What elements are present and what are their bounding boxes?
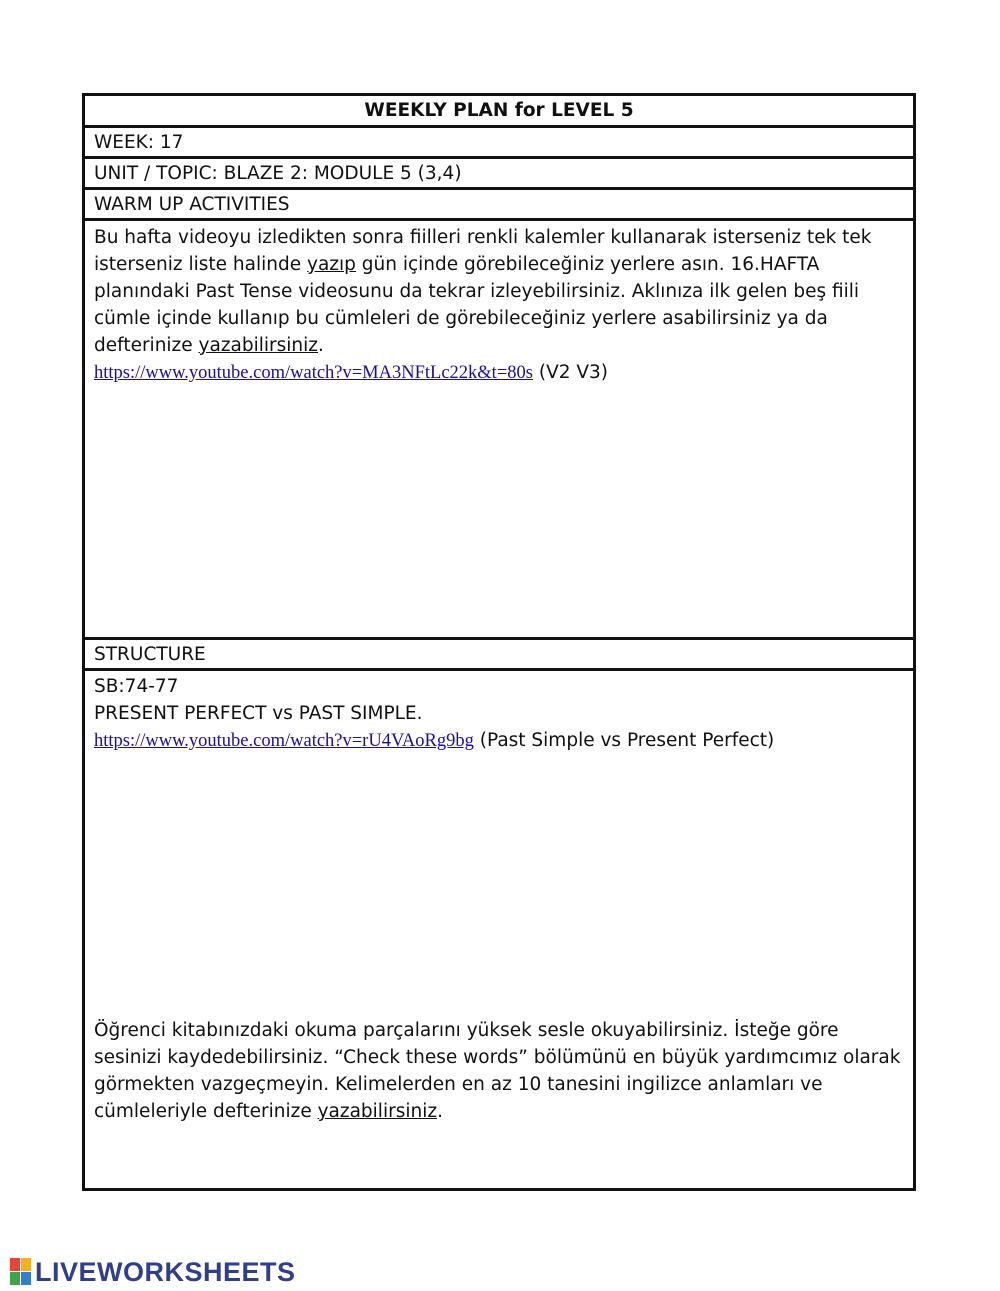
- structure-line-2: PRESENT PERFECT vs PAST SIMPLE.: [94, 703, 423, 724]
- warm-up-underlined-1: yazıp: [307, 254, 356, 275]
- warm-up-paragraph: [94, 224, 904, 359]
- reading-paragraph: [94, 1017, 904, 1125]
- reading-text: Öğrenci kitabınızdaki okuma parçalarını yüksek sesle okuyabilirsiniz. İsteğe göre sesinizi kaydedebilirsiniz. “Check these words” bölümünü en büyük yardımcımız olarak görmekten vazgeçmeyin. Kelimelerden en az 10 tanesini ingilizce anlamları ve cümleleriyle defterinize: [94, 1020, 901, 1122]
- structure-video-link[interactable]: https://www.youtube.com/watch?v=rU4VAoRg9bg: [94, 731, 474, 751]
- logo-icon: [10, 1258, 32, 1286]
- unit-topic-row: UNIT / TOPIC: BLAZE 2: MODULE 5 (3,4): [85, 159, 913, 190]
- structure-heading: STRUCTURE: [85, 637, 913, 671]
- weekly-plan-table: [82, 93, 916, 1191]
- structure-line-1: SB:74-77: [94, 676, 179, 697]
- week-row: WEEK: 17: [85, 128, 913, 159]
- warm-up-link-note: (V2 V3): [532, 362, 609, 383]
- warm-up-text-end: .: [318, 335, 324, 356]
- warm-up-content: [85, 224, 913, 634]
- logo-text: LIVEWORKSHEETS: [35, 1256, 296, 1287]
- structure-link-note: (Past Simple vs Present Perfect): [473, 730, 775, 751]
- plan-title: WEEKLY PLAN for LEVEL 5: [85, 96, 913, 128]
- reading-underlined: yazabilirsiniz: [317, 1101, 438, 1122]
- warm-up-heading: WARM UP ACTIVITIES: [85, 190, 913, 221]
- warm-up-underlined-2: yazabilirsiniz: [198, 335, 319, 356]
- warm-up-video-link[interactable]: https://www.youtube.com/watch?v=MA3NFtLc22k&t=80s: [94, 363, 533, 383]
- warm-up-text-2: gün içinde görebileceğiniz yerlere asın. 16.HAFTA planındaki Past Tense videosunu da tekrar izleyebilirsiniz. Aklınıza ilk gelen beş fiili cümle içinde kullanıp bu cümleleri de görebileceğiniz yerlere asabilirsiniz ya da defterinize: [94, 254, 860, 356]
- warm-up-text-1: Bu hafta videoyu izledikten sonra fiilleri renkli kalemler kullanarak isterseniz tek tek isterseniz liste halinde: [94, 227, 872, 275]
- liveworksheets-logo: [10, 1257, 296, 1287]
- structure-content: [85, 673, 913, 1188]
- reading-end: .: [437, 1101, 443, 1122]
